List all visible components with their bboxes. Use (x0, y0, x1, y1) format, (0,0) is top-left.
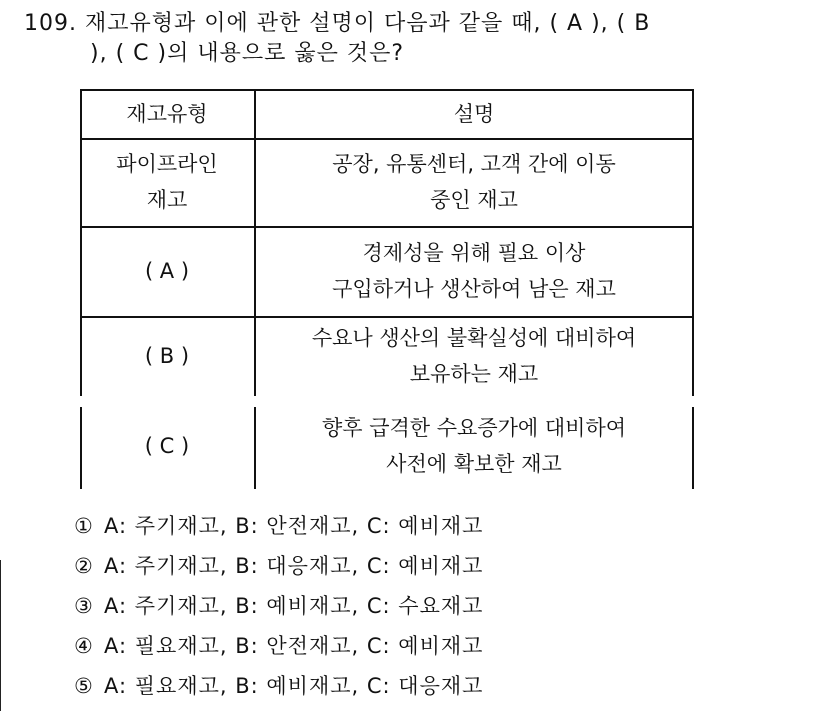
question-text-line-2: ), ( C )의 내용으로 옳은 것은? (90, 41, 405, 66)
row-desc-text: 수요나 생산의 불확실성에 대비하여 (311, 326, 637, 350)
margin-divider (0, 560, 1, 711)
table-border (254, 407, 256, 489)
table-row (80, 404, 694, 488)
row-type-text: ( A ) (144, 259, 190, 283)
row-desc-cell (254, 226, 694, 316)
option-number: ⑤ (74, 674, 94, 698)
table-border (80, 226, 694, 228)
row-desc-text: 경제성을 위해 필요 이상 (362, 241, 586, 265)
table-border (692, 89, 694, 396)
row-desc-text: 보유하는 재고 (409, 362, 539, 386)
option-number: ④ (74, 634, 94, 658)
table-header-row (80, 89, 694, 138)
row-type-text: 파이프라인 (116, 152, 218, 176)
table-row (80, 226, 694, 316)
question-text-line-1: 109. 재고유형과 이에 관한 설명이 다음과 같을 때, ( A ), ( B (24, 11, 651, 36)
table-border (80, 89, 694, 91)
row-type-text: ( C ) (144, 434, 190, 458)
option-text: A: 필요재고, B: 예비재고, C: 대응재고 (104, 674, 484, 698)
row-desc-cell (254, 404, 694, 488)
table-row (80, 316, 694, 396)
row-type-text: ( B ) (144, 344, 190, 368)
option-number: ③ (74, 594, 94, 618)
row-desc-text: 구입하거나 생산하여 남은 재고 (332, 277, 616, 301)
table-border (80, 407, 82, 489)
header-inventory-type: 재고유형 (126, 101, 208, 126)
row-desc-cell (254, 138, 694, 226)
option-text: A: 주기재고, B: 대응재고, C: 예비재고 (104, 554, 484, 578)
answer-option[interactable] (74, 550, 483, 580)
answer-option[interactable] (74, 590, 483, 620)
answer-option[interactable] (74, 510, 483, 540)
row-type-cell (80, 404, 254, 488)
table-border (254, 89, 256, 396)
row-desc-text: 공장, 유통센터, 고객 간에 이동 (332, 152, 616, 176)
row-type-cell (80, 226, 254, 316)
header-description: 설명 (453, 101, 495, 126)
option-text: A: 주기재고, B: 안전재고, C: 예비재고 (104, 514, 484, 538)
answer-option[interactable] (74, 670, 483, 700)
table-row (80, 138, 694, 226)
table-border (80, 89, 82, 396)
row-desc-text: 향후 급격한 수요증가에 대비하여 (321, 416, 627, 440)
option-text: A: 필요재고, B: 안전재고, C: 예비재고 (104, 634, 484, 658)
option-number: ② (74, 554, 94, 578)
row-desc-text: 중인 재고 (430, 188, 518, 212)
row-desc-cell (254, 316, 694, 396)
table-border (692, 407, 694, 489)
table-border (80, 138, 694, 140)
table-border (80, 316, 694, 318)
answer-option[interactable] (74, 630, 483, 660)
option-number: ① (74, 514, 94, 538)
row-type-cell (80, 138, 254, 226)
row-desc-text: 사전에 확보한 재고 (386, 452, 562, 476)
option-text: A: 주기재고, B: 예비재고, C: 수요재고 (104, 594, 484, 618)
row-type-text: 재고 (146, 188, 188, 212)
row-type-cell (80, 316, 254, 396)
